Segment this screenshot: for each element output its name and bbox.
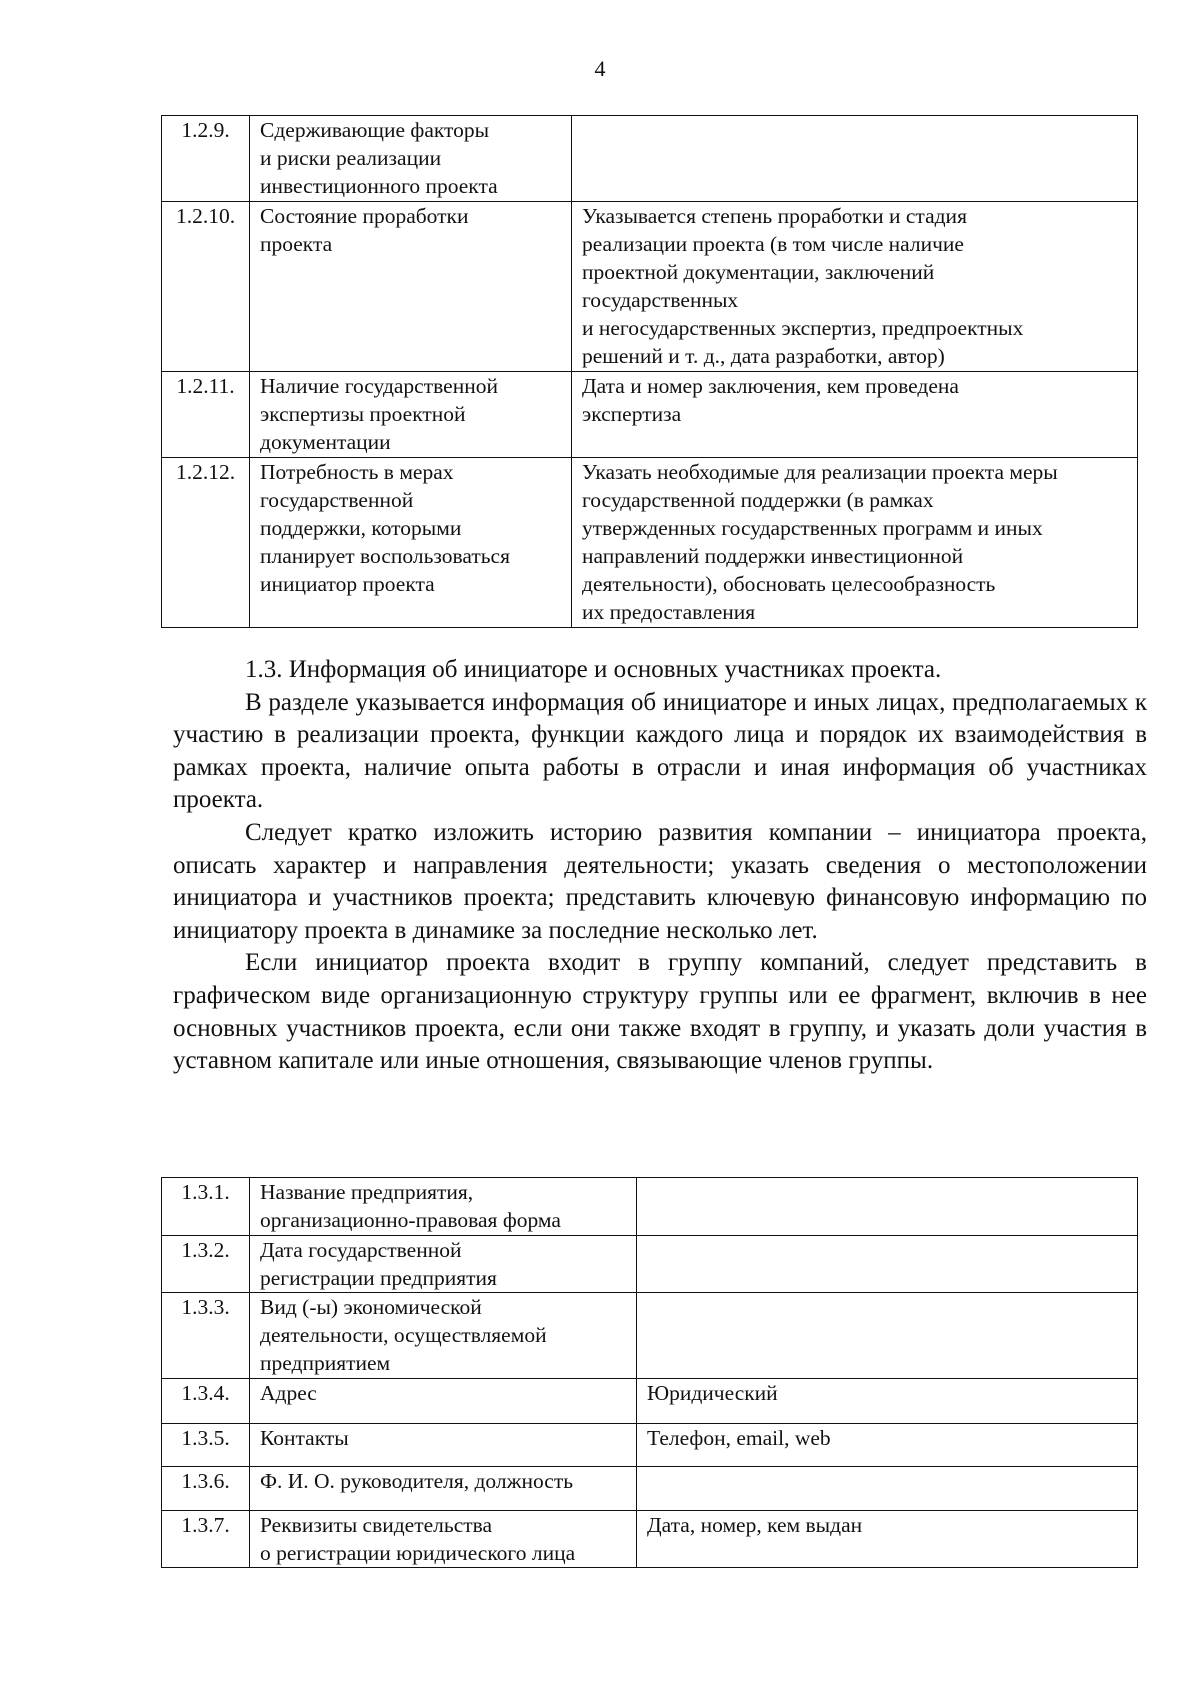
row-label: Реквизиты свидетельства о регистрации юридического лица bbox=[250, 1511, 637, 1568]
section-paragraph: Следует кратко изложить историю развития компании – инициатора проекта, описать характер и направления деятельности; указать сведения о местоположении инициатора и участников проекта; представить ключевую финансовую информацию по инициатору проекта в динамике за последние несколько лет. bbox=[173, 818, 1147, 944]
table-row bbox=[162, 1379, 1138, 1424]
table-row bbox=[162, 1467, 1138, 1511]
table-row bbox=[162, 1178, 1138, 1236]
row-number: 1.3.1. bbox=[162, 1178, 250, 1236]
row-number: 1.3.5. bbox=[162, 1424, 250, 1467]
row-number: 1.2.10. bbox=[162, 202, 250, 372]
table-row bbox=[162, 1236, 1138, 1293]
row-label: Адрес bbox=[250, 1379, 637, 1424]
row-number: 1.3.7. bbox=[162, 1511, 250, 1568]
row-label: Сдерживающие факторы и риски реализации инвестиционного проекта bbox=[250, 116, 572, 202]
row-number: 1.3.3. bbox=[162, 1293, 250, 1379]
section-1-3 bbox=[173, 654, 1147, 1078]
row-value: Телефон, email, web bbox=[637, 1424, 1138, 1467]
table-initiator-details bbox=[161, 1177, 1138, 1568]
row-label: Потребность в мерах государственной поддержки, которыми планирует воспользоваться инициатор проекта bbox=[250, 458, 572, 628]
section-heading: 1.3. Информация об инициаторе и основных участниках проекта. bbox=[245, 656, 942, 683]
row-value: Дата, номер, кем выдан bbox=[637, 1511, 1138, 1568]
row-label: Название предприятия, организационно-правовая форма bbox=[250, 1178, 637, 1236]
table-row bbox=[162, 1424, 1138, 1467]
row-number: 1.2.11. bbox=[162, 372, 250, 458]
row-value bbox=[572, 116, 1138, 202]
row-value bbox=[637, 1467, 1138, 1511]
row-label: Ф. И. О. руководителя, должность bbox=[250, 1467, 637, 1511]
row-value bbox=[637, 1293, 1138, 1379]
row-label: Дата государственной регистрации предприятия bbox=[250, 1236, 637, 1293]
row-label: Состояние проработки проекта bbox=[250, 202, 572, 372]
row-number: 1.3.4. bbox=[162, 1379, 250, 1424]
table-row bbox=[162, 372, 1138, 458]
table-row bbox=[162, 1511, 1138, 1568]
row-label: Вид (-ы) экономической деятельности, осуществляемой предприятием bbox=[250, 1293, 637, 1379]
row-number: 1.2.12. bbox=[162, 458, 250, 628]
section-paragraph: В разделе указывается информация об инициаторе и иных лицах, предполагаемых к участию в реализации проекта, функции каждого лица и порядок их взаимодействия в рамках проекта, наличие опыта работы в отрасли и иная информация об участниках проекта. bbox=[173, 688, 1147, 814]
row-value: Дата и номер заключения, кем проведена экспертиза bbox=[572, 372, 1138, 458]
row-label: Контакты bbox=[250, 1424, 637, 1467]
row-number: 1.2.9. bbox=[162, 116, 250, 202]
table-row bbox=[162, 458, 1138, 628]
row-value: Указывается степень проработки и стадия реализации проекта (в том числе наличие проектной документации, заключений государственных и негосударственных экспертиз, предпроектных решений и т. д., дата разработки, автор) bbox=[572, 202, 1138, 372]
table-row bbox=[162, 116, 1138, 202]
row-number: 1.3.2. bbox=[162, 1236, 250, 1293]
row-value: Указать необходимые для реализации проекта меры государственной поддержки (в рамках утвержденных государственных программ и иных направлений поддержки инвестиционной деятельности), обосновать целесообразность их предоставления bbox=[572, 458, 1138, 628]
row-value bbox=[637, 1178, 1138, 1236]
page-number: 4 bbox=[594, 56, 606, 81]
section-paragraph: Если инициатор проекта входит в группу компаний, следует представить в графическом виде организационную структуру группы или ее фрагмент, включив в нее основных участников проекта, если они также входят в группу, и указать доли участия в уставном капитале или иные отношения, связывающие членов группы. bbox=[173, 949, 1147, 1075]
row-value bbox=[637, 1236, 1138, 1293]
row-value: Юридический bbox=[637, 1379, 1138, 1424]
table-row bbox=[162, 1293, 1138, 1379]
table-investment-project-details bbox=[161, 115, 1138, 628]
row-label: Наличие государственной экспертизы проектной документации bbox=[250, 372, 572, 458]
row-number: 1.3.6. bbox=[162, 1467, 250, 1511]
table-row bbox=[162, 202, 1138, 372]
